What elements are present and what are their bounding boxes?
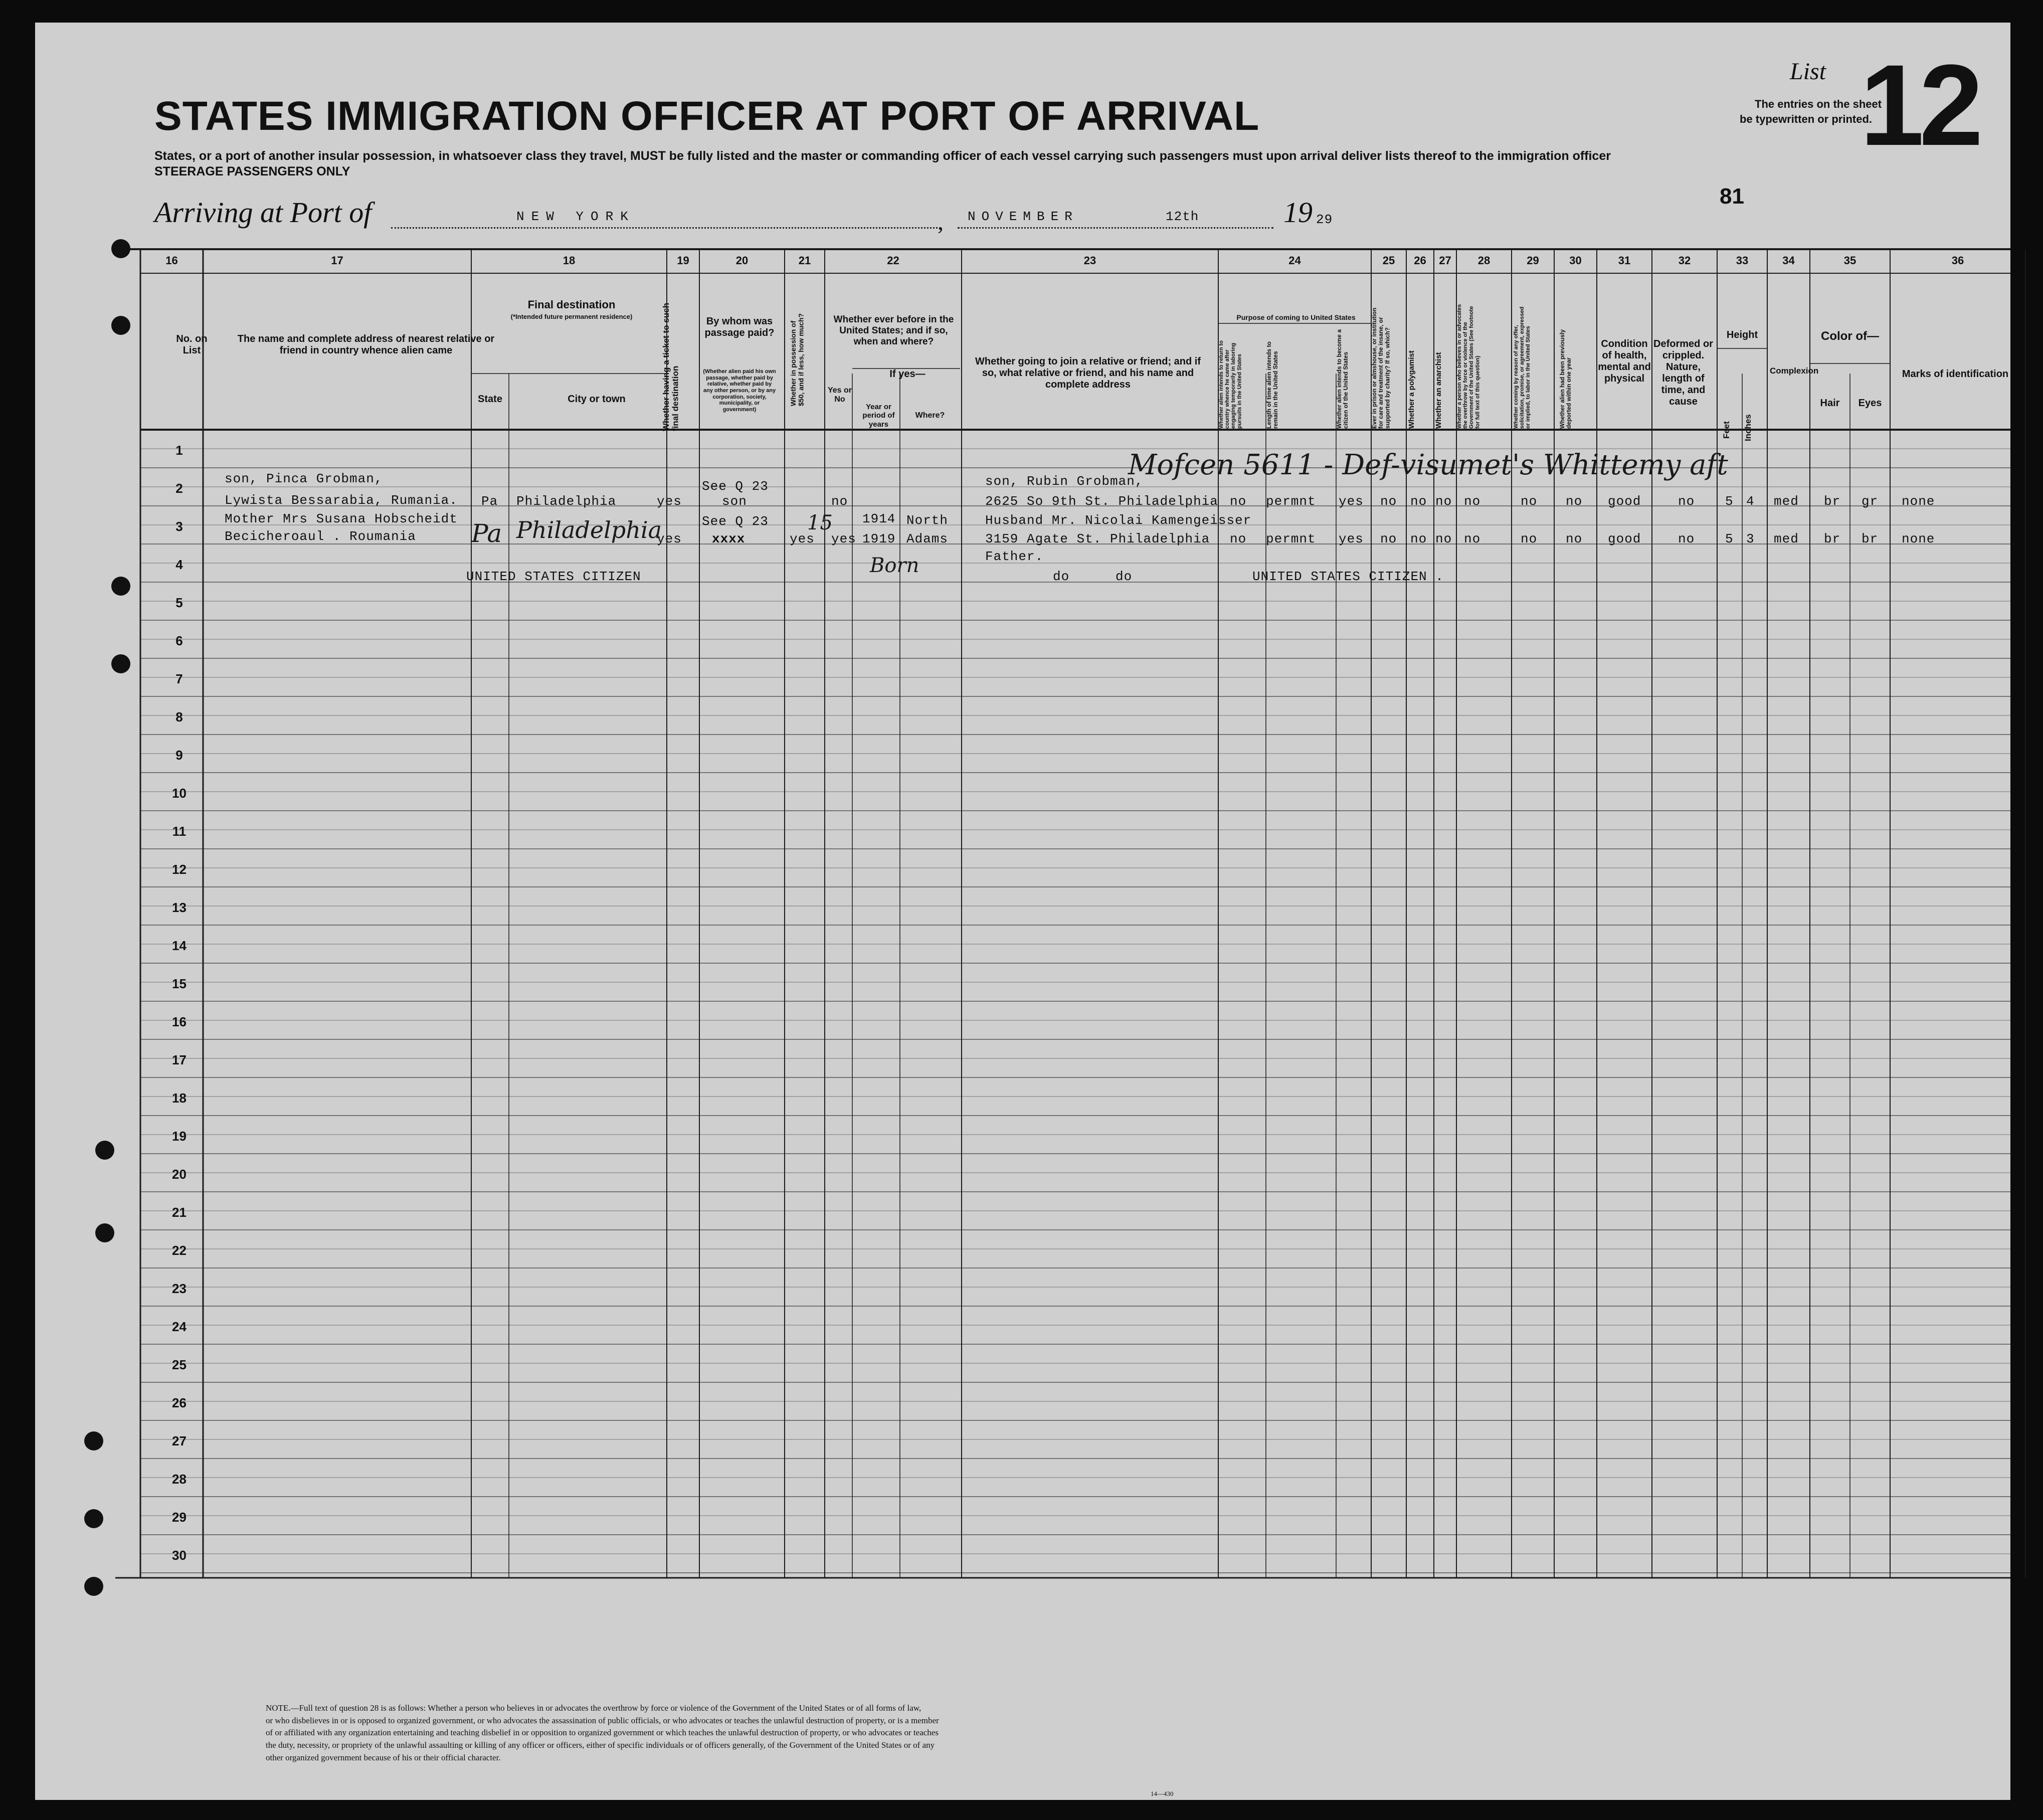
list-label: List — [1790, 58, 1826, 85]
r3-join: Father. — [985, 549, 1044, 564]
row-number: 13 — [172, 900, 187, 915]
column-number: 16 — [165, 254, 178, 267]
punch-hole — [111, 316, 130, 335]
r2-deformed: no — [1678, 531, 1695, 547]
header-health: Condition of health, mental and physical — [1598, 338, 1651, 384]
row-number: 21 — [172, 1205, 187, 1220]
column-number: 30 — [1569, 254, 1582, 267]
header-color-of: Color of— — [1821, 329, 1879, 343]
column-number: 26 — [1414, 254, 1426, 267]
punch-hole — [111, 577, 130, 596]
r2-marks: none — [1902, 531, 1935, 547]
r2-health: good — [1608, 531, 1641, 547]
r3-ditto-2: do — [1116, 569, 1133, 584]
r1-c30: no — [1566, 494, 1583, 509]
column-number: 34 — [1782, 254, 1795, 267]
r2-citizen: yes — [1339, 531, 1364, 547]
r1-c29: no — [1521, 494, 1538, 509]
column-number: 29 — [1527, 254, 1539, 267]
sheet-number: 81 — [1720, 184, 1744, 209]
punch-hole — [84, 1431, 103, 1450]
header-if-yes: If yes— — [889, 369, 925, 380]
header-final-destination-note: (*Intended future permanent residence) — [510, 313, 633, 320]
header-ticket: Whether having a ticket to such final destination — [661, 303, 680, 431]
r2-c28: no — [1464, 531, 1481, 547]
row-number: 9 — [175, 748, 183, 763]
row-number: 1 — [175, 443, 183, 458]
r2-c27: no — [1435, 531, 1452, 547]
footnote-line-4: the duty, necessity, or propriety of the unlawful assaulting or killing of any officer or officers, either of specific individuals or of officers generally, of the Government of the United States or of any — [266, 1740, 935, 1750]
r1-before-us: no — [831, 494, 848, 509]
r1-hair: br — [1824, 494, 1841, 509]
r1-relative-line1: son, Pinca Grobman, — [225, 471, 383, 486]
r2-return: no — [1230, 531, 1247, 547]
month-value: NOVEMBER — [968, 209, 1078, 224]
r2-c25: no — [1380, 531, 1397, 547]
list-number: 12 — [1860, 41, 1978, 169]
column-number: 24 — [1288, 254, 1301, 267]
punch-hole — [95, 1223, 114, 1242]
r2-where-b: Adams — [906, 531, 949, 547]
header-polygamist: Whether a polygamist — [1407, 350, 1416, 429]
r1-eyes: gr — [1862, 494, 1879, 509]
row-number: 16 — [172, 1014, 187, 1029]
header-passage-paid: By whom was passage paid? — [704, 316, 775, 338]
r2-eyes: br — [1862, 531, 1879, 547]
r2-relative-line1: Mother Mrs Susana Hobscheidt — [225, 511, 458, 526]
header-yes-or-no: Yes or No — [827, 386, 852, 404]
r1-c25: no — [1380, 494, 1397, 509]
r1-relative-line2: Lywista Bessarabia, Rumania. — [225, 493, 458, 508]
r1-join-line2: 2625 So 9th St. Philadelphia — [985, 494, 1218, 509]
r2-join-line2: 3159 Agate St. Philadelphia — [985, 531, 1210, 547]
header-hair: Hair — [1820, 398, 1840, 409]
header-become-citizen: Whether alien intends to become a citizen of the United States — [1336, 329, 1350, 429]
header-question-28: Whether a person who believes in or advocates the overthrow by force or violence of the Government of the United States (See footnote for full text of this question) — [1456, 304, 1481, 429]
r2-before-us: yes — [831, 531, 856, 547]
row-number: 30 — [172, 1548, 187, 1563]
r2-c29: no — [1521, 531, 1538, 547]
column-number: 28 — [1477, 254, 1491, 267]
row-number: 6 — [175, 633, 183, 648]
day-value: 12th — [1166, 209, 1199, 224]
port-underline — [391, 227, 938, 229]
column-number: 27 — [1439, 254, 1451, 267]
row-number: 5 — [175, 595, 183, 610]
header-join-relative: Whether going to join a relative or friend; and if so, what relative or friend, and his name and complete address — [975, 356, 1201, 390]
header-anarchist: Whether an anarchist — [1434, 352, 1443, 429]
row-number: 23 — [172, 1281, 187, 1296]
row-number: 3 — [175, 519, 183, 534]
citizen-note-a: UNITED STATES CITIZEN — [466, 569, 641, 584]
form-code: 14—430 — [1151, 1790, 1174, 1797]
row-number: 24 — [172, 1319, 187, 1334]
r1-citizen: yes — [1339, 494, 1364, 509]
r2-relative-line2: Becicheroaul . Roumania — [225, 529, 416, 544]
table-grid — [35, 23, 2010, 1800]
date-underline — [958, 227, 1273, 229]
r1-city: Philadelphia — [516, 494, 617, 509]
header-prison: Ever in prison or almshouse, or institution for care and treatment of the insane, or supported by charity? If so, which? — [1371, 307, 1391, 429]
column-number: 18 — [563, 254, 576, 267]
row-number: 28 — [172, 1472, 187, 1487]
header-deformed: Deformed or crippled. Nature, length of time, and cause — [1653, 338, 1713, 407]
r1-handwritten-annotation: Mofcen 5611 - Def-visumet's Whittemy aft — [1128, 449, 1728, 481]
r2-ticket: yes — [657, 531, 682, 547]
r2-paid: See Q 23 — [702, 514, 769, 529]
row-number: 20 — [172, 1167, 187, 1182]
row-number: 29 — [172, 1510, 187, 1525]
r2-handwritten-state: Pa — [471, 519, 502, 548]
footnote-line-3: of or affiliated with any organization entertaining and teaching disbelief in or opposition to organized government or which teaches the unlawful destruction of property, or who advocates or teaches — [266, 1728, 939, 1738]
header-purpose: Purpose of coming to United States — [1236, 313, 1356, 321]
row-number: 2 — [175, 481, 183, 496]
column-number: 32 — [1678, 254, 1691, 267]
punch-hole — [84, 1509, 103, 1528]
r1-state: Pa — [481, 494, 498, 509]
r1-join-line1: son, Rubin Grobman, — [985, 474, 1144, 489]
r1-health: good — [1608, 494, 1641, 509]
column-number: 36 — [1951, 254, 1964, 267]
r1-feet: 5 — [1725, 494, 1734, 509]
column-number: 19 — [677, 254, 689, 267]
r2-year-a: 1914 — [862, 511, 896, 526]
header-marks: Marks of identification — [1902, 369, 2009, 380]
header-year-period: Year or period of years — [862, 403, 895, 429]
r1-paid-2: son — [722, 494, 747, 509]
r2-where-a: North — [906, 513, 949, 528]
port-value: NEW YORK — [516, 209, 635, 224]
list-note-2: be typewritten or printed. — [1740, 113, 1873, 125]
header-feet: Feet — [1722, 421, 1731, 439]
punch-hole — [111, 239, 130, 258]
footnote-q28 — [266, 1702, 1268, 1764]
header-labor-offer: Whether coming by reason of any offer, solicitation, promise, or agreement, expressed or implied, to labor in the United States — [1513, 306, 1532, 429]
column-number: 22 — [887, 254, 899, 267]
r2-hair: br — [1824, 531, 1841, 547]
row-number: 14 — [172, 938, 187, 953]
r2-c30: no — [1566, 531, 1583, 547]
header-length-of-stay: Length of time alien intends to remain in the United States — [1265, 341, 1279, 429]
r2-c26: no — [1410, 531, 1427, 547]
header-inches: Inches — [1743, 414, 1753, 441]
header-eyes: Eyes — [1858, 398, 1882, 409]
column-number: 33 — [1736, 254, 1749, 267]
header-return-intent: Whether alien intends to return to country whence he came after engaging temporarily in laboring pursuits in the United States — [1218, 340, 1243, 429]
r1-c26: no — [1410, 494, 1427, 509]
r2-inches: 3 — [1746, 531, 1755, 547]
column-number: 20 — [735, 254, 749, 267]
row-number: 18 — [172, 1090, 187, 1106]
citizen-note-b: UNITED STATES CITIZEN . — [1252, 569, 1444, 584]
r3-handwritten-born: Born — [870, 554, 919, 577]
punch-hole — [84, 1577, 103, 1596]
header-instructions: States, or a port of another insular possession, in whatsoever class they travel, MUST be fully listed and the master or commanding officer of each vessel carrying such passengers must upon arrival deliver lists thereof to the immigration officer — [154, 149, 1611, 163]
column-number: 17 — [331, 254, 343, 267]
header-deported: Whether alien had been previously deported within one year — [1559, 329, 1573, 429]
header-city: City or town — [568, 394, 626, 405]
row-number: 7 — [175, 671, 183, 686]
r1-length: permnt — [1266, 494, 1316, 509]
row-number: 25 — [172, 1357, 187, 1372]
r2-money: yes — [790, 531, 815, 547]
header-nearest-relative: The name and complete address of nearest relative or friend in country whence alien came — [237, 333, 495, 356]
footnote-line-5: other organized government because of his or their official character. — [266, 1752, 501, 1762]
row-number: 10 — [172, 786, 187, 801]
column-number: 35 — [1843, 254, 1856, 267]
r1-c27: no — [1435, 494, 1452, 509]
r1-marks: none — [1902, 494, 1935, 509]
steerage-label: STEERAGE PASSENGERS ONLY — [154, 164, 350, 178]
row-number: 19 — [172, 1129, 187, 1144]
header-complexion: Complexion — [1770, 366, 1819, 376]
year-suffix: 29 — [1316, 212, 1333, 227]
manifest-sheet — [35, 23, 2010, 1800]
header-final-destination: Final destination — [527, 298, 616, 311]
row-number: 26 — [172, 1395, 187, 1410]
r2-join-line1: Husband Mr. Nicolai Kamengeisser — [985, 513, 1252, 528]
r1-return: no — [1230, 494, 1247, 509]
r2-complexion: med — [1774, 531, 1799, 547]
arriving-label: Arriving at Port of — [154, 196, 372, 229]
row-number: 15 — [172, 976, 187, 991]
header-before-us: Whether ever before in the United States; and if so, when and where? — [833, 314, 954, 347]
punch-hole — [95, 1141, 114, 1160]
row-number: 11 — [172, 824, 187, 839]
r1-ticket: yes — [657, 494, 682, 509]
year-prefix: 19 — [1283, 196, 1313, 229]
row-number: 22 — [172, 1243, 187, 1258]
column-number: 23 — [1083, 254, 1096, 267]
r1-c28: no — [1464, 494, 1481, 509]
row-number: 17 — [172, 1052, 187, 1067]
column-number: 31 — [1618, 254, 1631, 267]
r1-paid: See Q 23 — [702, 479, 769, 494]
column-number: 25 — [1382, 254, 1395, 267]
punch-hole — [111, 654, 130, 673]
row-number: 27 — [172, 1433, 187, 1448]
r2-handwritten-money: 15 — [807, 511, 833, 534]
r2-year-b: 1919 — [862, 531, 896, 547]
header-passage-paid-note: (Whether alien paid his own passage, whether paid by relative, whether paid by any other person, or by any corporation, society, municipality, or government) — [703, 369, 776, 413]
r2-handwritten-city: Philadelphia — [516, 516, 662, 543]
header-height: Height — [1726, 329, 1758, 340]
column-number: 21 — [798, 254, 811, 267]
r1-inches: 4 — [1746, 494, 1755, 509]
r1-complexion: med — [1774, 494, 1799, 509]
footnote-line-1: NOTE.—Full text of question 28 is as follows: Whether a person who believes in or advocates the overthrow by force or violence of the Government of the United States or of all forms of law, — [266, 1703, 921, 1713]
footnote-line-2: or who disbelieves in or is opposed to organized government, or who advocates the assassination of public officials, or who advocates or teaches the unlawful destruction of property, or is a member — [266, 1715, 939, 1725]
row-number: 8 — [175, 709, 183, 724]
header-where: Where? — [915, 411, 945, 420]
page-title: STATES IMMIGRATION OFFICER AT PORT OF ARRIVAL — [154, 93, 1260, 139]
row-number: 4 — [175, 557, 183, 572]
header-no-on-list: No. on List — [176, 333, 208, 356]
list-note-1: The entries on the sheet — [1755, 98, 1882, 110]
comma-sep: , — [938, 209, 944, 235]
r3-ditto-1: do — [1053, 569, 1070, 584]
r2-length: permnt — [1266, 531, 1316, 547]
r1-deformed: no — [1678, 494, 1695, 509]
row-number: 12 — [172, 862, 187, 877]
r2-paid-2: xxxx — [712, 531, 746, 547]
header-fifty-dollars: Whether in possession of $50, and if less, how much? — [789, 313, 805, 406]
header-state: State — [478, 394, 502, 405]
r2-feet: 5 — [1725, 531, 1734, 547]
